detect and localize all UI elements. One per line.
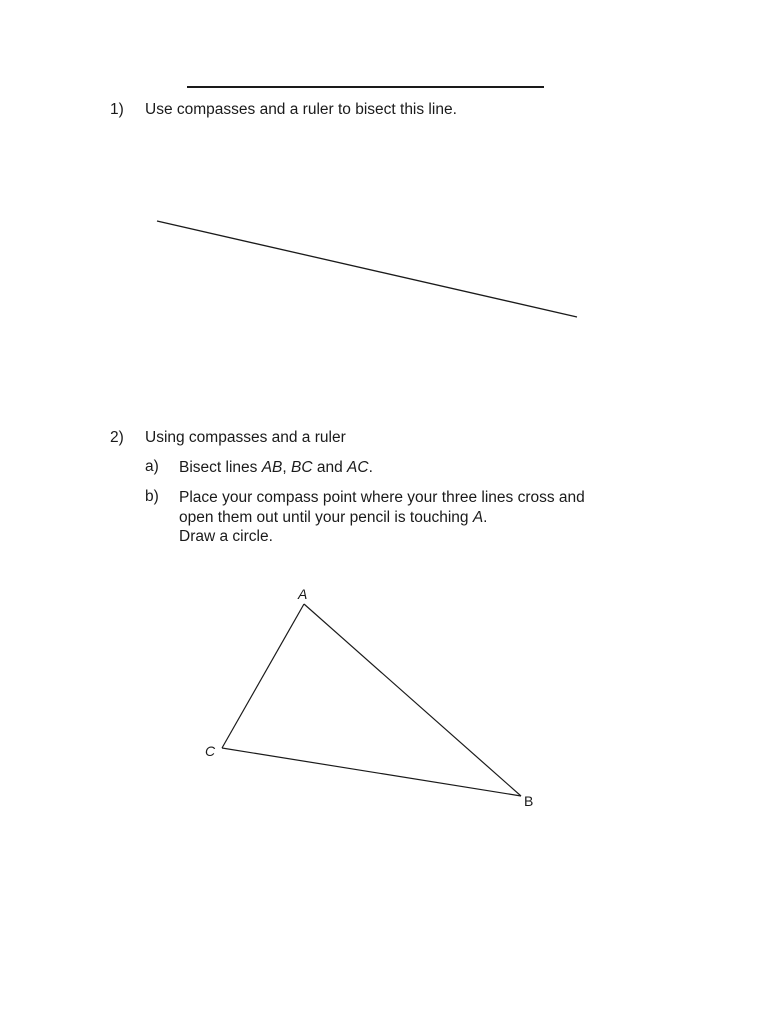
part-b-label: b)	[145, 488, 159, 505]
part-a-sep2: and	[312, 459, 348, 476]
side-ac	[222, 604, 304, 748]
line-ac-ref: AC	[347, 459, 369, 476]
part-a-prefix: Bisect lines	[179, 459, 262, 476]
point-a-ref: A	[472, 509, 484, 526]
question-2-text: Using compasses and a ruler	[145, 429, 346, 446]
part-a-sep1: ,	[282, 459, 292, 476]
vertex-label-c: C	[205, 743, 216, 759]
triangle-abc	[222, 604, 521, 796]
question-2-number: 2)	[110, 429, 124, 446]
side-bc	[222, 748, 521, 796]
part-a-label: a)	[145, 458, 159, 475]
question-1-number: 1)	[110, 101, 124, 118]
line-ab-ref: AB	[261, 459, 283, 476]
side-ab	[304, 604, 521, 796]
segment-to-bisect	[157, 221, 577, 317]
vertex-label-b: B	[524, 793, 534, 809]
part-b-line-2-prefix: open them out until your pencil is touching	[179, 509, 473, 526]
part-b-line-2-suffix: .	[483, 509, 488, 526]
part-b-line-3: Draw a circle.	[179, 528, 273, 545]
question-1-text: Use compasses and a ruler to bisect this line.	[145, 101, 457, 118]
line-bc-ref: BC	[291, 459, 313, 476]
part-a-suffix: .	[368, 459, 373, 476]
vertex-label-a: A	[298, 586, 308, 602]
part-b-line-1: Place your compass point where your three lines cross and	[179, 489, 585, 506]
